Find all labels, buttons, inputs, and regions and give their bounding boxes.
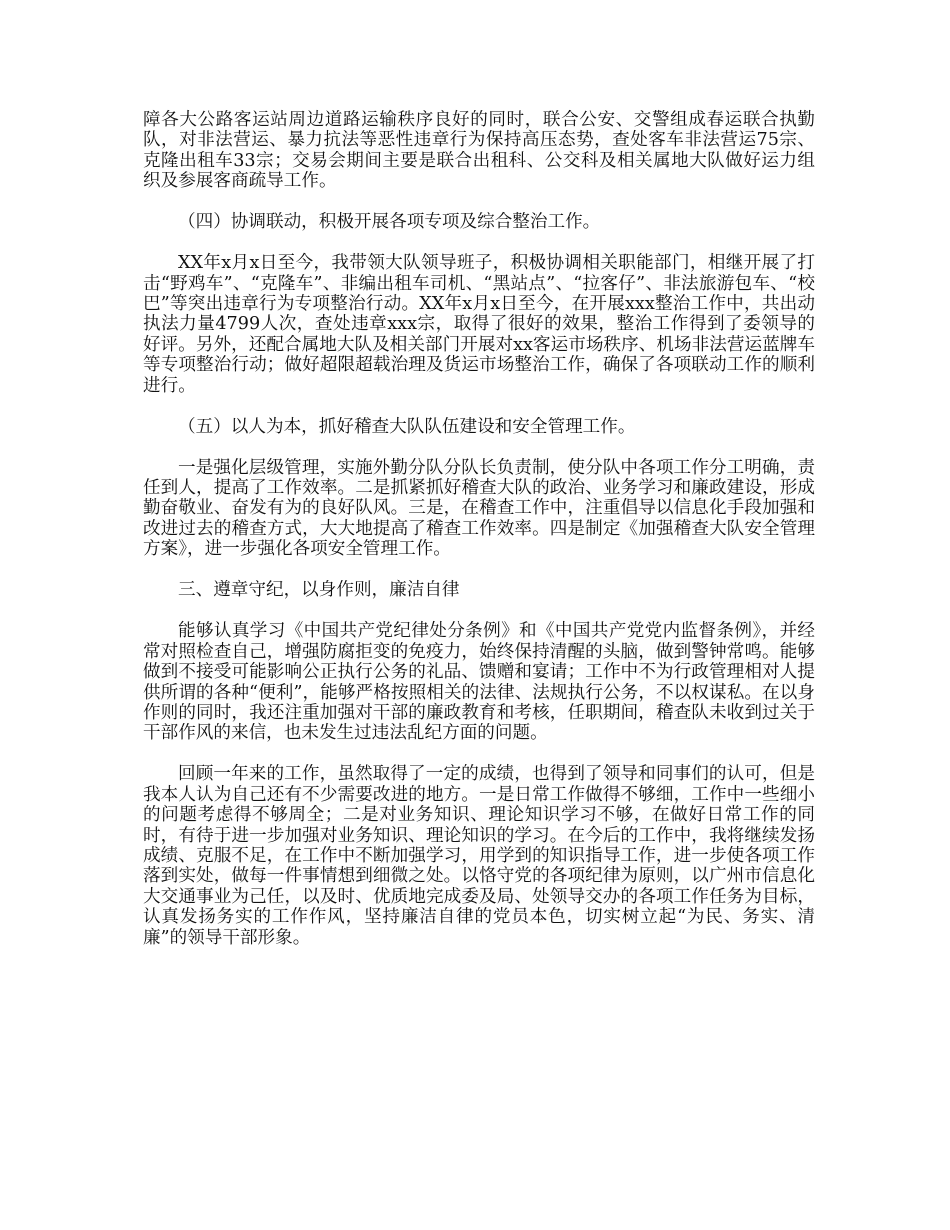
paragraph-integrity-conduct: 能够认真学习《中国共产党纪律处分条例》和《中国共产党党内监督条例》，并经常对照检查自己，增强防腐拒变的免疫力，始终保持清醒的头脑，做到警钟常鸣。能够做到不接受可能影响公正执行公务的礼品、馈赠和宴请；工作中不为行政管理相对人提供所谓的各种“便利”，能够严格按照相关的法律、法规执行公务，不以权谋私。在以身作则的同时，我还注重加强对干部的廉政教育和考核，任职期间，稽查队未收到过关于干部作风的来信，也未发生过违法乱纪方面的问题。 <box>143 621 815 744</box>
paragraph-road-transport-order: 障各大公路客运站周边道路运输秩序良好的同时，联合公安、交警组成春运联合执勤队，对非法营运、暴力抗法等恶性违章行为保持高压态势，查处客车非法营运75宗、克隆出租车33宗；交易会期间主要是联合出租科、公交科及相关属地大队做好运力组织及参展客商疏导工作。 <box>143 110 815 192</box>
heading-coordinated-rectification: （四）协调联动，积极开展各项专项及综合整治工作。 <box>178 212 601 233</box>
paragraph-special-rectification: XX年x月x日至今，我带领大队领导班子，积极协调相关职能部门，相继开展了打击“野鸡车”、“克隆车”、非编出租车司机、“黑站点”、“拉客仔”、非法旅游包车、“校巴”等突出违章行为专项整治行动。XX年x月x日至今，在开展xxx整治工作中，共出动执法力量4799人次，查处违章xxx宗，取得了很好的效果，整治工作得到了委领导的好评。另外，还配合属地大队及相关部门开展对xx客运市场秩序、机场非法营运蓝牌车等专项整治行动；做好超限超载治理及货运市场整治工作，确保了各项联动工作的顺利进行。 <box>143 253 815 396</box>
heading-discipline-integrity: 三、遵章守纪，以身作则，廉洁自律 <box>178 580 460 601</box>
paragraph-team-management: 一是强化层级管理，实施外勤分队分队长负责制，使分队中各项工作分工明确，责任到人，提高了工作效率。二是抓紧抓好稽查大队的政治、业务学习和廉政建设，形成勤奋敬业、奋发有为的良好队风。三是，在稽查工作中，注重倡导以信息化手段加强和改进过去的稽查方式，大大地提高了稽查工作效率。四是制定《加强稽查大队安全管理方案》，进一步强化各项安全管理工作。 <box>143 457 815 560</box>
heading-team-building: （五）以人为本，抓好稽查大队队伍建设和安全管理工作。 <box>178 416 636 437</box>
paragraph-year-review: 回顾一年来的工作，虽然取得了一定的成绩，也得到了领导和同事们的认可，但是我本人认为自己还有不少需要改进的地方。一是日常工作做得不够细，工作中一些细小的问题考虑得不够周全；二是对业务知识、理论知识学习不够，在做好日常工作的同时，有待于进一步加强对业务知识、理论知识的学习。在今后的工作中，我将继续发扬成绩、克服不足，在工作中不断加强学习，用学到的知识指导工作，进一步使各项工作落到实处，做每一件事情想到细微之处。以恪守党的各项纪律为原则，以广州市信息化大交通事业为己任，以及时、优质地完成委及局、处领导交办的各项工作任务为目标，认真发扬务实的工作作风，坚持廉洁自律的党员本色，切实树立起“为民、务实、清廉”的领导干部形象。 <box>143 764 815 948</box>
document-page <box>143 110 815 969</box>
